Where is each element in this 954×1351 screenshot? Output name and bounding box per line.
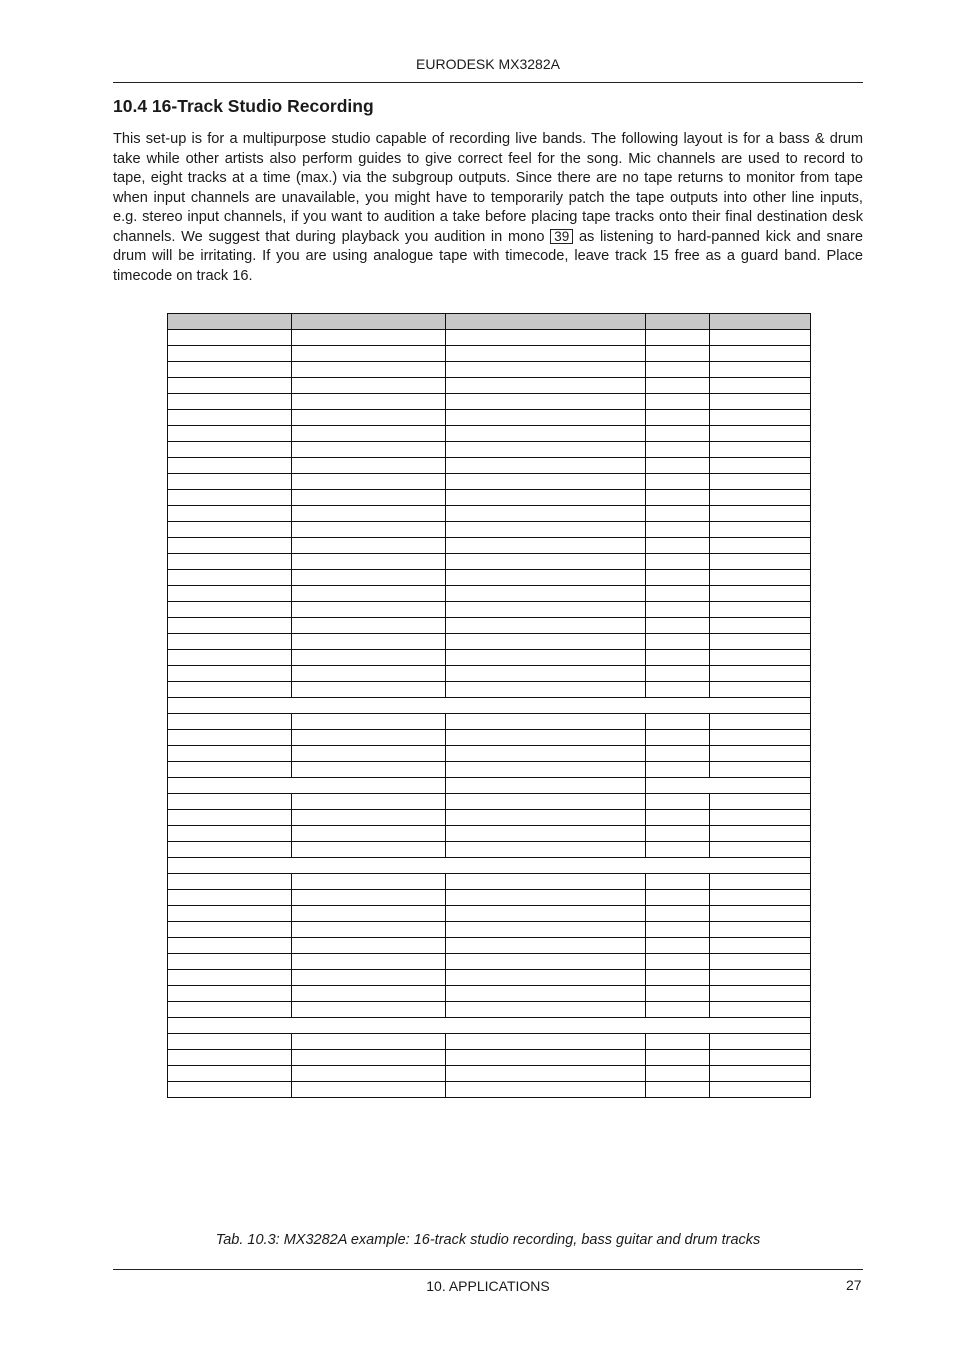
table-row [168,682,811,698]
table-cell [646,362,710,378]
table-cell [710,458,811,474]
table-cell [710,442,811,458]
table-cell [646,586,710,602]
table-cell [646,986,710,1002]
table-row [168,970,811,986]
table-cell [168,474,292,490]
table-cell [292,890,446,906]
table-cell [710,586,811,602]
table-cell [446,810,646,826]
table-cell [168,762,292,778]
table-cell [292,554,446,570]
table-cell [168,922,292,938]
intro-text-part1: This set-up is for a multipurpose studio capable of recording live bands. The following layout is for a bass & drum take while other artists also perform guides to give correct feel for the song. Mic channels are used to record to tape, eight tracks at a time (max.) via the subgroup outputs. Since there are no tape returns to monitor from tape when input channels are unavailable, you might have to temporarily patch the tape outputs into other line inputs, e.g. stereo input channels, if you want to audition a take before placing tape tracks onto their final destination desk channels. We suggest that during playback you audition in mono [113,131,863,245]
section-heading: 10.4 16-Track Studio Recording [113,96,374,116]
table-cell [292,394,446,410]
table-cell [446,506,646,522]
table-cell [446,778,646,794]
table-cell [168,650,292,666]
table-row [168,842,811,858]
table-cell [710,378,811,394]
table-cell [646,746,710,762]
studio-recording-table [167,313,811,1098]
table-cell [710,874,811,890]
table-row [168,650,811,666]
table-cell [168,698,811,714]
table-cell [446,346,646,362]
table-cell [292,682,446,698]
table-cell [292,346,446,362]
table-cell [646,1082,710,1098]
table-row [168,666,811,682]
table-cell [292,330,446,346]
table-row [168,410,811,426]
table-cell [710,890,811,906]
table-cell [446,330,646,346]
table-caption: Tab. 10.3: MX3282A example: 16-track studio recording, bass guitar and drum tracks [215,1232,761,1248]
table-cell [168,1066,292,1082]
table-cell [292,1002,446,1018]
table-cell [446,426,646,442]
table-cell [168,858,811,874]
table-cell [710,938,811,954]
table-cell [168,730,292,746]
table-cell [446,1002,646,1018]
table-cell [292,458,446,474]
table-row [168,426,811,442]
table-cell [168,554,292,570]
table-cell [710,842,811,858]
table-cell [710,730,811,746]
table-row [168,1082,811,1098]
table-cell [446,458,646,474]
table-cell [168,778,446,794]
table-cell [710,554,811,570]
table-cell [168,330,292,346]
table-cell [646,954,710,970]
table-cell [446,874,646,890]
table-cell [292,842,446,858]
table-cell [646,906,710,922]
table-row [168,442,811,458]
table-row [168,538,811,554]
table-cell [710,1050,811,1066]
table-cell [646,714,710,730]
table-cell [168,826,292,842]
table-cell [710,394,811,410]
table-row [168,858,811,874]
table-header-cell [710,314,811,330]
table-cell [646,394,710,410]
table-cell [168,746,292,762]
table-row [168,714,811,730]
table-cell [168,602,292,618]
table-cell [168,522,292,538]
table-cell [446,1034,646,1050]
table-cell [446,410,646,426]
table-cell [292,666,446,682]
table-cell [646,1034,710,1050]
table-cell [646,666,710,682]
table-cell [446,682,646,698]
table-cell [446,746,646,762]
table-cell [710,346,811,362]
table-cell [710,826,811,842]
table-cell [446,922,646,938]
table-cell [292,1066,446,1082]
table-row [168,810,811,826]
table-cell [646,762,710,778]
table-cell [446,362,646,378]
table-row [168,730,811,746]
table-cell [168,666,292,682]
page-reference-box: 39 [550,229,573,244]
table-cell [646,426,710,442]
table-row [168,522,811,538]
table-cell [292,746,446,762]
table-cell [646,874,710,890]
table-cell [446,970,646,986]
table-cell [446,474,646,490]
table-cell [292,362,446,378]
table-cell [710,762,811,778]
table-cell [168,586,292,602]
table-cell [292,602,446,618]
table-cell [292,826,446,842]
table-cell [292,906,446,922]
table-cell [710,362,811,378]
table-row [168,906,811,922]
table-row [168,362,811,378]
table-cell [168,1050,292,1066]
table-cell [292,874,446,890]
table-cell [646,1050,710,1066]
table-cell [710,954,811,970]
table-cell [710,506,811,522]
table-row [168,1050,811,1066]
table-cell [292,794,446,810]
table-cell [646,794,710,810]
table-cell [292,970,446,986]
table-cell [446,554,646,570]
table-body [168,330,811,1098]
table-cell [446,890,646,906]
table-cell [292,442,446,458]
table-cell [446,442,646,458]
table-cell [710,410,811,426]
table-cell [646,602,710,618]
table-cell [710,810,811,826]
table-cell [710,602,811,618]
table-row [168,618,811,634]
table-cell [292,570,446,586]
table-cell [646,650,710,666]
table-cell [292,762,446,778]
table-cell [292,650,446,666]
table-row [168,346,811,362]
table-cell [710,682,811,698]
table-row [168,474,811,490]
table-row [168,986,811,1002]
table-cell [168,618,292,634]
table-row [168,458,811,474]
table-cell [168,458,292,474]
table-cell [710,1066,811,1082]
table-cell [446,714,646,730]
table-cell [646,826,710,842]
page-number: 27 [846,1277,862,1293]
table-cell [446,650,646,666]
table-cell [168,810,292,826]
table-cell [710,1002,811,1018]
table-row [168,506,811,522]
intro-text-part2: as listening to hard-panned kick and snare drum will be irritating. If you are using analogue tape with timecode, leave track 15 free as a guard band. Place timecode on track 16. [113,228,863,284]
table-cell [446,394,646,410]
table-cell [292,490,446,506]
table-cell [710,538,811,554]
table-cell [168,1082,292,1098]
table-cell [168,1002,292,1018]
table-row [168,634,811,650]
table-cell [646,538,710,554]
table-header-cell [168,314,292,330]
table-row [168,394,811,410]
table-row [168,954,811,970]
table-cell [710,490,811,506]
table-cell [646,810,710,826]
table-cell [446,954,646,970]
table-cell [710,1082,811,1098]
table-row [168,938,811,954]
table-cell [446,1082,646,1098]
table-cell [446,842,646,858]
table-cell [292,586,446,602]
table-cell [646,522,710,538]
table-cell [168,634,292,650]
table-cell [646,442,710,458]
table-cell [292,810,446,826]
table-cell [292,1082,446,1098]
table-cell [446,730,646,746]
table-cell [710,746,811,762]
table-cell [446,826,646,842]
table-cell [710,634,811,650]
table-cell [646,554,710,570]
table-cell [446,986,646,1002]
table-cell [168,378,292,394]
table-cell [446,490,646,506]
table-row [168,378,811,394]
table-cell [168,794,292,810]
table-row [168,746,811,762]
table-row [168,1034,811,1050]
table-cell [646,778,811,794]
table-cell [446,762,646,778]
table-row [168,490,811,506]
table-cell [446,938,646,954]
table-cell [292,986,446,1002]
table-cell [710,986,811,1002]
table-cell [646,970,710,986]
table-cell [446,1066,646,1082]
table-cell [646,1002,710,1018]
table-header-cell [446,314,646,330]
table-cell [292,938,446,954]
table-cell [646,730,710,746]
table-cell [646,506,710,522]
table-cell [446,634,646,650]
table-cell [446,378,646,394]
table-row [168,586,811,602]
table-cell [446,522,646,538]
table-cell [710,330,811,346]
table-cell [168,938,292,954]
table-cell [292,618,446,634]
table-cell [646,842,710,858]
table-cell [446,570,646,586]
table-cell [168,410,292,426]
table-row [168,762,811,778]
table-cell [446,906,646,922]
table-row [168,778,811,794]
table-cell [646,330,710,346]
table-cell [710,714,811,730]
table-cell [292,714,446,730]
table-row [168,602,811,618]
table-cell [646,890,710,906]
header-divider [113,82,863,83]
table-row [168,554,811,570]
table-cell [168,890,292,906]
table-cell [292,538,446,554]
table-row [168,794,811,810]
table-cell [646,570,710,586]
table-cell [292,426,446,442]
table-cell [646,458,710,474]
table-cell [646,490,710,506]
table-cell [168,442,292,458]
table-cell [292,410,446,426]
table-row [168,874,811,890]
document-header-title: EURODESK MX3282A [416,56,560,72]
table-cell [168,570,292,586]
table-cell [646,346,710,362]
table-cell [168,1034,292,1050]
table-cell [168,874,292,890]
table-cell [646,474,710,490]
table-cell [168,490,292,506]
table-cell [710,794,811,810]
table-cell [292,522,446,538]
table-cell [646,682,710,698]
table-cell [646,1066,710,1082]
table-cell [646,938,710,954]
table-cell [292,1034,446,1050]
table-cell [646,922,710,938]
table-cell [446,1050,646,1066]
table-cell [292,506,446,522]
table-cell [168,1018,811,1034]
table-cell [168,970,292,986]
table-cell [710,1034,811,1050]
table-cell [710,906,811,922]
table-row [168,1018,811,1034]
table-cell [710,522,811,538]
table-row [168,922,811,938]
table-row [168,330,811,346]
table-cell [710,666,811,682]
table-cell [710,922,811,938]
table-header-cell [646,314,710,330]
table-cell [292,922,446,938]
table-cell [168,986,292,1002]
table-cell [168,906,292,922]
table-cell [710,426,811,442]
table-cell [646,410,710,426]
table-row [168,570,811,586]
table-cell [168,842,292,858]
table-cell [292,634,446,650]
table-cell [168,714,292,730]
table-cell [168,538,292,554]
table-cell [292,730,446,746]
table-cell [646,618,710,634]
table-cell [446,538,646,554]
table-cell [168,954,292,970]
table-cell [710,970,811,986]
table-row [168,826,811,842]
table-row [168,890,811,906]
table-cell [646,634,710,650]
table-cell [446,586,646,602]
table-cell [168,362,292,378]
table-row [168,1002,811,1018]
table-cell [292,474,446,490]
footer-section-title: 10. APPLICATIONS [426,1278,550,1294]
table-cell [292,954,446,970]
table-cell [446,666,646,682]
table-cell [446,618,646,634]
table-cell [168,426,292,442]
table-header-cell [292,314,446,330]
table-cell [446,602,646,618]
table-cell [710,618,811,634]
footer-divider [113,1269,863,1270]
table-row [168,698,811,714]
table-cell [646,378,710,394]
table-cell [168,346,292,362]
table-cell [710,570,811,586]
table-cell [710,474,811,490]
table-cell [168,394,292,410]
intro-paragraph [113,130,863,286]
table-cell [292,1050,446,1066]
table-cell [292,378,446,394]
table-cell [710,650,811,666]
table-row [168,1066,811,1082]
table-cell [446,794,646,810]
table-header-row [168,314,811,330]
table-cell [168,506,292,522]
table-cell [168,682,292,698]
